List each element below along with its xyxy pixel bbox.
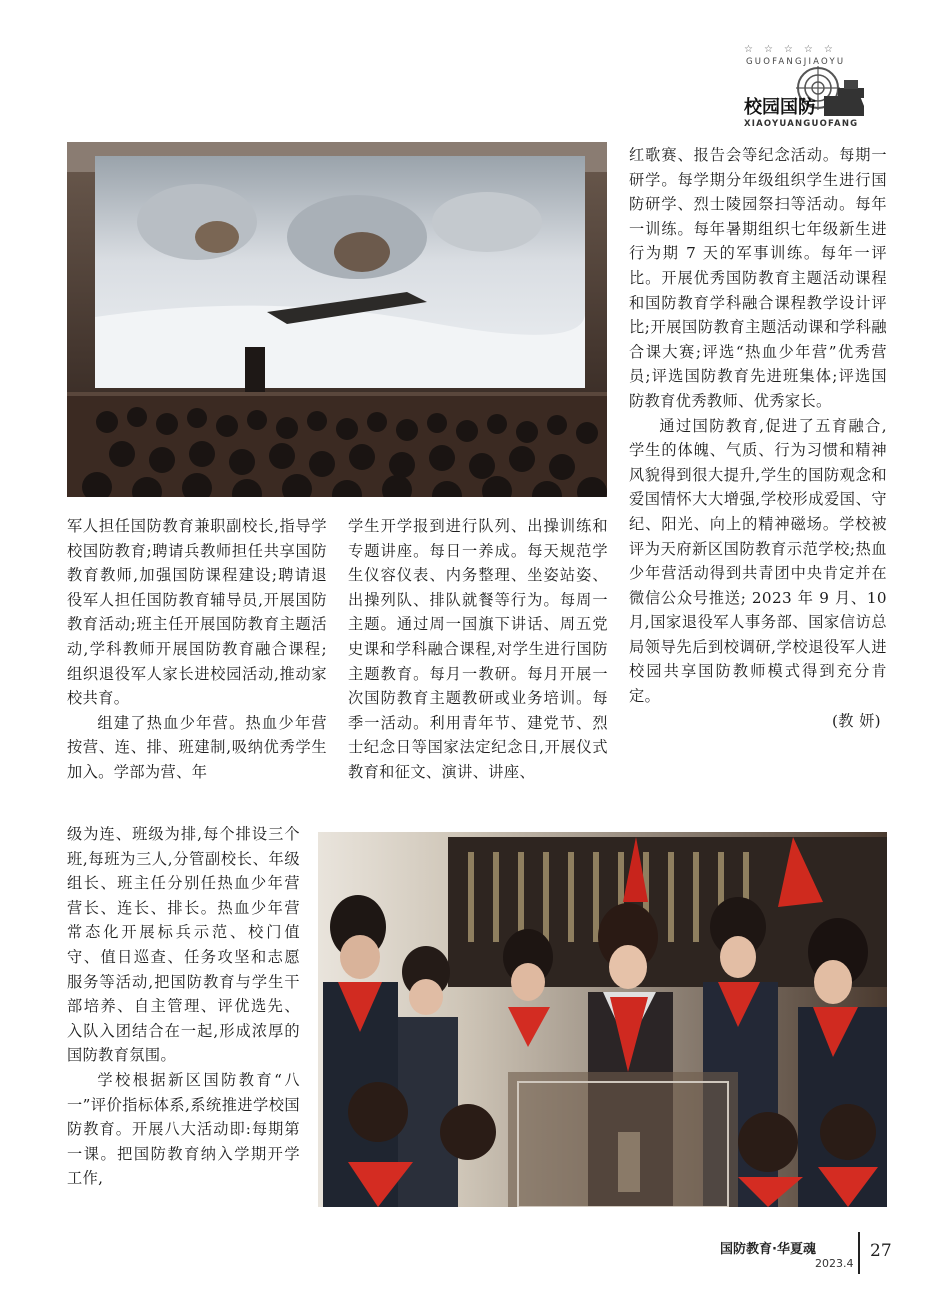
photo-auditorium-screening bbox=[67, 142, 607, 497]
students-photo-graphic bbox=[318, 832, 887, 1207]
text-column-left-bottom bbox=[67, 822, 300, 1191]
footer-divider bbox=[858, 1232, 860, 1274]
header-subtitle: XIAOYUANGUOFANG bbox=[744, 119, 859, 129]
paragraph: 红歌赛、报告会等纪念活动。每期一研学。每学期分年级组织学生进行国防研学、烈士陵园祭扫等活动。每年一训练。每年暑期组织七年级新生进行为期 7 天的军事训练。每年一评比。开展优秀国防教育主题活动课程和国防教育学科融合课程教学设计评比;开展国防教育主题活动课和学科融合课大赛;评选“热血少年营”优秀营员;评选国防教育先进班集体;评选国防教育优秀教师、优秀家长。 bbox=[629, 146, 887, 410]
paragraph: 通过国防教育,促进了五育融合,学生的体魄、气质、行为习惯和精神风貌得到很大提升,学生的国防观念和爱国情怀大大增强,学校形成爱国、守纪、阳光、向上的精神磁场。学校被评为天府新区国防教育示范学校;热血少年营活动得到共青团中央肯定并在微信公众号推送; 2023 年 9 月、10 月,国家退役军人事务部、国家信访总局领导先后到校调研,学校退役军人进校园共享国防教师模式得到充分肯定。 bbox=[629, 416, 887, 706]
header-stars: ☆☆☆☆☆ bbox=[744, 44, 844, 55]
text-column-left-top bbox=[67, 514, 327, 785]
text-column-middle bbox=[348, 514, 608, 785]
footer-issue-date: 2023.4 bbox=[815, 1257, 854, 1270]
paragraph: 级为连、班级为排,每个排设三个班,每班为三人,分管副校长、年级组长、班主任分别任热血少年营营长、连长、排长。热血少年营常态化开展标兵示范、校门值守、值日巡查、任务攻坚和志愿服务等活动,把国防教育与学生干部培养、自主管理、评优选先、入队入团结合在一起,形成浓厚的国防教育氛围。 bbox=[67, 825, 300, 1065]
header-title: 校园国防 bbox=[744, 97, 816, 118]
text-column-right bbox=[629, 143, 887, 733]
author-credit: (教 妍) bbox=[831, 711, 881, 730]
auditorium-photo-graphic bbox=[67, 142, 607, 497]
paragraph: 学生开学报到进行队列、出操训练和专题讲座。每日一养成。每天规范学生仪容仪表、内务整理、坐姿站姿、出操列队、排队就餐等行为。每周一主题。通过周一国旗下讲话、周五党史课和学科融合课程,对学生进行国防主题教育。每月一教研。每月开展一次国防教育主题教研或业务培训。每季一活动。利用青年节、建党节、烈士纪念日等国家法定纪念日,开展仪式教育和征文、演讲、讲座、 bbox=[348, 517, 608, 781]
page-number: 27 bbox=[870, 1241, 892, 1261]
paragraph: 学校根据新区国防教育“八一”评价指标体系,系统推进学校国防教育。开展八大活动即:每期第一课。把国防教育纳入学期开学工作, bbox=[67, 1070, 300, 1188]
photo-students-exhibit bbox=[318, 832, 887, 1207]
footer-magazine-name: 国防教育·华夏魂 bbox=[720, 1242, 816, 1257]
paragraph: 军人担任国防教育兼职副校长,指导学校国防教育;聘请兵教师担任共享国防教育教师,加强国防课程建设;聘请退役军人担任国防教育辅导员,开展国防教育活动;班主任开展国防教育主题活动,学科教师开展国防教育融合课程;组织退役军人家长进校园活动,推动家校共育。 bbox=[67, 517, 327, 708]
header-top-label: GUOFANGJIAOYU bbox=[746, 57, 846, 67]
paragraph: 组建了热血少年营。热血少年营按营、连、排、班建制,吸纳优秀学生加入。学部为营、年 bbox=[67, 713, 327, 781]
